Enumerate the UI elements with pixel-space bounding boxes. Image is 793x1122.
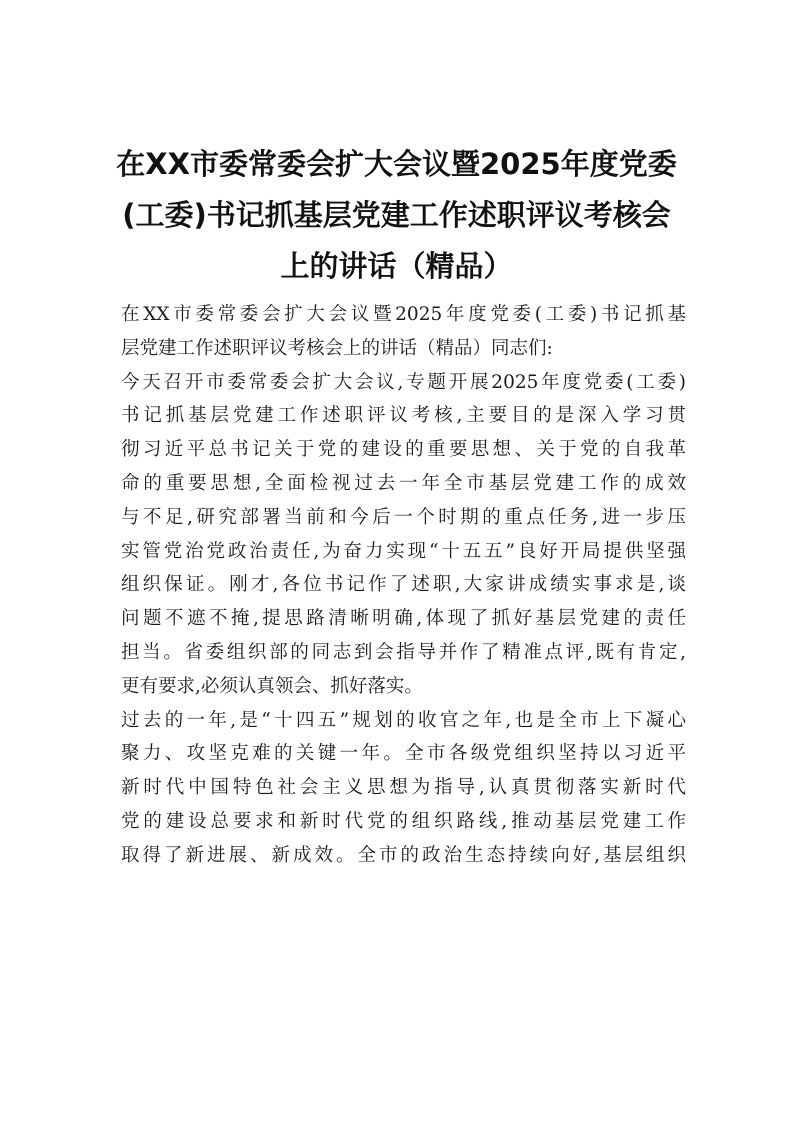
body-line: 命的重要思想,全面检视过去一年全市基层党建工作的成效 [121,472,686,494]
body-line: 组织保证。刚才,各位书记作了述职,大家讲成绩实事求是,谈 [121,574,686,596]
body-line: 担当。省委组织部的同志到会指导并作了精准点评,既有肯定, [121,641,686,663]
body-line: 聚力、攻坚克难的关键一年。全市各级党组织坚持以习近平 [121,743,686,765]
body-line: 实管党治党政治责任,为奋力实现“十五五”良好开局提供坚强 [121,540,686,562]
body-line: 在XX市委常委会扩大会议暨2025年度党委(工委)书记抓基 [121,304,686,325]
body-line: 问题不遮不掩,提思路清晰明确,体现了抓好基层党建的责任 [121,608,686,630]
body-line: 更有要求,必须认真领会、抓好落实。 [121,675,423,697]
document-body [121,298,686,873]
document-title [110,139,683,292]
body-line: 与不足,研究部署当前和今后一个时期的重点任务,进一步压 [121,506,686,528]
body-line: 过去的一年,是“十四五”规划的收官之年,也是全市上下凝心 [121,709,686,731]
body-line: 党的建设总要求和新时代党的组织路线,推动基层党建工作 [121,810,686,832]
body-line: 彻习近平总书记关于党的建设的重要思想、关于党的自我革 [121,439,686,461]
title-line: 在XX市委常委会扩大会议暨2025年度党委 [116,147,677,182]
body-line: 取得了新进展、新成效。全市的政治生态持续向好,基层组织 [121,844,686,866]
body-line: 层党建工作述职评议考核会上的讲话（精品）同志们: [121,337,553,359]
body-line: 书记抓基层党建工作述职评议考核,主要目的是深入学习贯 [121,405,686,427]
title-line: (工委)书记抓基层党建工作述职评议考核会 [122,198,671,233]
body-line: 今天召开市委常委会扩大会议,专题开展2025年度党委(工委) [121,371,686,393]
title-line: 上的讲话（精品） [280,249,513,284]
body-line: 新时代中国特色社会主义思想为指导,认真贯彻落实新时代 [121,777,686,799]
